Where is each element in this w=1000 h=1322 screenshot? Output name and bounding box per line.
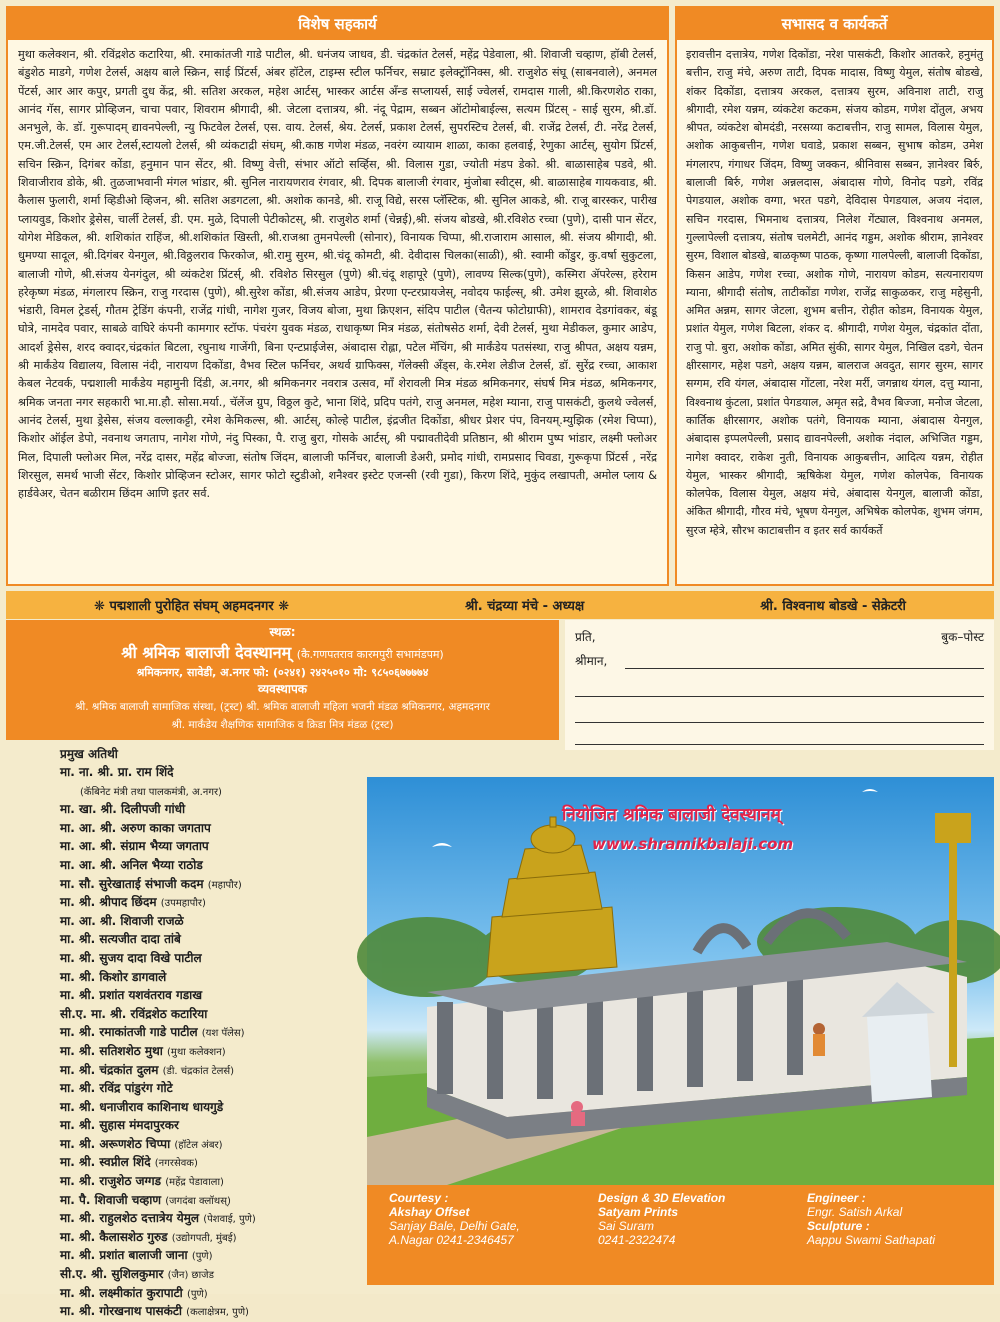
recipient-label: श्रीमान,	[575, 654, 608, 668]
chief-guests-list	[60, 745, 380, 1319]
guest-note: (उद्योगपती, मुंबई)	[171, 1232, 237, 1244]
guest-note: (नगरसेवक)	[154, 1158, 198, 1170]
guest-note: (पुणे)	[191, 1251, 213, 1263]
credit-line: Sai Suram	[598, 1219, 655, 1233]
guest-name: मा. श्री. सत्यजीत दादा तांबे	[60, 932, 181, 947]
credit-engineer	[785, 1185, 994, 1285]
sangham-label: ❋ पद्मशाली पुरोहित संघम् अहमदनगर ❋	[94, 599, 290, 614]
website-link[interactable]: www.shramikbalaji.com	[592, 835, 794, 853]
guest-name: मा. श्री. श्रीपाद छिंदम	[60, 895, 157, 910]
guest-row	[60, 1043, 380, 1062]
venue-name-text: श्री श्रमिक बालाजी देवस्थानम्	[121, 643, 292, 662]
guest-name: मा. आ. श्री. अरुण काका जगताप	[60, 820, 211, 835]
guest-name: मा. श्री. लक्ष्मीकांत कुरापाटी	[60, 1285, 183, 1300]
guest-row	[60, 1006, 380, 1025]
special-cooperation-title: विशेष सहकार्य	[8, 8, 667, 40]
guest-name: मा. आ. श्री. संग्राम भैय्या जगताप	[60, 839, 209, 854]
guest-row	[60, 838, 380, 857]
credit-heading: Sculpture :	[807, 1219, 870, 1233]
guest-note: (कॅबिनेट मंत्री तथा पालकमंत्री, अ.नगर)	[80, 786, 222, 798]
guest-name: मा. आ. श्री. अनिल भैय्या राठोड	[60, 857, 203, 872]
venue-address: श्रमिकनगर, सावेडी, अ.नगर फो: (०२४१) २४२५०१० मो: ९८५०६७७७७४	[136, 666, 429, 679]
members-section	[675, 6, 994, 586]
guest-name: मा. श्री. प्रशांत यशवंतराव गडाख	[60, 988, 203, 1003]
guest-note: (पुणे)	[186, 1288, 208, 1300]
guest-note: (पेशवाई, पुणे)	[203, 1214, 256, 1226]
guest-row	[60, 820, 380, 839]
guest-name: मा. श्री. धनाजीराव काशिनाथ धायगुडे	[60, 1099, 224, 1114]
guest-note: (महापौर)	[207, 879, 242, 891]
guest-name: मा. श्री. अरूणशेठ चिप्पा	[60, 1136, 171, 1151]
guest-name: मा. श्री. सुहास मंमदापुरकर	[60, 1118, 179, 1133]
guest-note: (उपमहापौर)	[160, 898, 206, 910]
secretary-label: श्री. विश्वनाथ बोडखे - सेक्रेटरी	[760, 599, 906, 614]
organizer-line-1: श्री. श्रमिक बालाजी सामाजिक संस्था, (ट्रस्ट) श्री. श्रमिक बालाजी महिला भजनी मंडळ श्रमिकनगर, अहमदनगर	[75, 701, 490, 713]
guest-row	[60, 876, 380, 895]
to-label: प्रति,	[575, 630, 596, 644]
guest-name: मा. श्री. रविंद्र पांडुरंग गोटे	[60, 1081, 173, 1096]
address-line	[625, 668, 984, 669]
guest-row	[60, 1303, 380, 1322]
venue-label: स्थळ:	[269, 625, 296, 639]
guest-row	[60, 1136, 380, 1155]
guest-name: सी.ए. मा. श्री. रविंद्रशेठ कटारिया	[60, 1006, 208, 1021]
temple-title: नियोजित श्रमिक बालाजी देवस्थानम्	[562, 805, 781, 825]
guest-row	[60, 1099, 380, 1118]
guest-name: मा. श्री. स्वप्नील शिंदे	[60, 1155, 151, 1170]
guest-row	[60, 987, 380, 1006]
temple-illustration	[367, 777, 994, 1185]
guest-row	[60, 783, 380, 802]
credit-design	[576, 1185, 785, 1285]
credit-name: Satyam Prints	[598, 1205, 679, 1219]
credit-line: A.Nagar 0241-2346457	[389, 1233, 514, 1247]
guest-name: मा. आ. श्री. शिवाजी राजळे	[60, 913, 184, 928]
credits-bar	[367, 1185, 994, 1285]
guest-row	[60, 1247, 380, 1266]
guest-name: मा. पै. शिवाजी चव्हाण	[60, 1192, 162, 1207]
guest-row	[60, 1192, 380, 1211]
guest-row	[60, 1080, 380, 1099]
credit-line: Sanjay Bale, Delhi Gate,	[389, 1219, 520, 1233]
credit-line: 0241-2322474	[598, 1233, 676, 1247]
guest-row	[60, 1285, 380, 1304]
credit-name: Akshay Offset	[389, 1205, 470, 1219]
address-line	[575, 696, 984, 697]
guest-row	[60, 1062, 380, 1081]
guest-row	[60, 1229, 380, 1248]
members-list: इरावत्तीन दत्तात्रेय, गणेश दिकोंडा, नरेश पासकंटी, किशोर आतकरे, हनुमंतु बत्तीन, राजु मंचे, अरुण ताटी, दिपक मादास, विष्णु येमुल, संतोष बोडखे, शंकर दिकोंडा, दत्तात्रय अरकल, दत्तात्रय सुरम, अविनाश ताटी, राजु श्रीगादी, रमेश यन्नम, व्यंकटेश कटकम, संजय कोडम, गणेश दोंतुल, अभय श्रीपत, व्यंकटेश बोमदंडी, नरसय्या कटाबत्तीन, राजु सामल, विलास येमुल, अशोक आकुबत्तीन, गणेश घवाडे, प्रकाश सब्बन, सुभाष कोडम, उमेश मंगलारप, गंगाधर जिंदम, विष्णु जक्कन, श्रीनिवास सब्बन, ज्ञानेश्वर बिर्रु, बालाजी बिर्रु, गणेश अन्नलदास, अंबादास गोणे, विनोद पडगे, रविंद्र पेगडयाल, अशोक वग्गा, भरत पडगे, देविदास पेगडयाल, अजय नंदाल, सचिन गरदास, भिमनाथ दत्तात्रय, निलेश गेंट्याल, विश्वनाथ अनमल, गुल्लापेल्ली दत्तात्रय, संतोष चलमेटी, आनंद गड्डम, अशोक श्रीराम, ज्ञानेश्वर सुरम, विशाल बोडखे, बाळकृष्ण पाठक, कृष्णा गालपेल्ली, बालाजी दिकोंडा, किसन आडेप, गणेश रच्चा, अशोक गोणे, नारायण कोडम, सत्यनारायण म्याना, श्रीगादी संतोष, ताटीकोंडा गणेश, राजेंद्र साकुळकर, राजु महेसुनी, अमित अन्नम, सागर जेटला, शुभम बत्तीन, रोहीत कोडम, विनायक येमुल, प्रशांत येमुल, गणेश बिटला, शंकर द. श्रीगादी, गणेश येमुल, चंद्रकांत दोंता, राजु पो. बुरा, अशोक कोंडा, अमित सुंकी, सागर येमुल, निखिल दडगे, चेतन क्षीरसागर, महेश पडगे, अक्षय यन्नम, बालराज अवदुत, सागर सुरम, सागर सग्गम, रवि यंगल, अंबादास गोंटला, नरेश मर्री, जगन्नाथ यंगल, दत्तु म्याना, विश्वनाथ कुंटला, प्रशांत पेगडयाल, अमृत सद्रे, वैभव बिज्जा, मनोज जेटला, कार्तिक क्षीरसागर, अशोक पतंगे, विनायक म्याना, अंबादास येनगुल, अंबादास इप्पलपेल्ली, प्रसाद द्यावनपेल्ली, अशोक नंदाल, अभिजित गड्डम, नागेश क्वादर, राकेश नुती, विनायक आकुबत्तीन, आदित्य यन्नम, रोहीत येमुल, भास्कर श्रीगादी, ऋषिकेश येमुल, गणेश कोलपेक, विनायक कोलपेक, विलास येमुल, अक्षय मंचे, अंबादास येनगुल, बालाजी कोंडा, अंकित श्रीगादी, गौरव मंचे, भूषण येनगुल, अभिषेक कोलपेक, शुभम जंगम, सुरज म्हेत्रे, सौरभ काटाबत्तीन व इतर सर्व कार्यकर्ते	[686, 48, 983, 537]
venue-block	[6, 620, 559, 740]
guest-row	[60, 1266, 380, 1285]
guest-name: मा. श्री. किशोर डागवाले	[60, 969, 167, 984]
guest-note: (जैन) छाजेड	[167, 1270, 214, 1282]
guest-row	[60, 1117, 380, 1136]
guest-note: (महेंद्र पेडावाला)	[165, 1177, 224, 1189]
guest-name: सी.ए. श्री. सुशिलकुमार	[60, 1267, 164, 1282]
organizer-line-2: श्री. मार्कंडेय शैक्षणिक सामाजिक व क्रिडा मित्र मंडळ (ट्रस्ट)	[171, 719, 394, 731]
guest-note: (मुथा कलेक्शन)	[167, 1046, 226, 1058]
special-cooperation-list: मुथा कलेक्शन, श्री. रविंद्रशेठ कटारिया, श्री. रमाकांतजी गाडे पाटील, श्री. धनंजय जाधव, डी. चंद्रकांत टेलर्स, महेंद्र पेडेवाला, श्री. शिवाजी चव्हाण, हॉबी टेलर्स, बंडुशेठ माडगे, गणेश टेलर्स, अक्षय बाले स्क्रिन, साई प्रिंटर्स, अंबर हॉटेल, टाइम्स स्टील फर्निचर, सम्राट इलेक्ट्रॉनिक्स, श्री. राजुशेठ संघू (साबनवाले), अनमल पेंटर्स, आर आर कपुर, प्रगती दुध केंद्र, श्री. सतिश अरकल, महेश आर्टस्, भास्कर आर्टस अँन्ड सप्लायर्स, साई ज्वेलर्स, रामदास गाली, श्री.किरणशेठ राका, आनंद गॅस, सागर प्रोव्हिजन, चाचा पवार, शिवराम श्रीगादी, श्री. जेटला दत्तात्रय, श्री. नंदू पेद्राम, सब्बन ऑटोमोबाईल्स, सत्यम प्रिंटस् - साई सुरम, श्री.डॉ. अनभुले, के. डॉ. गुरूपादम् द्यावनपेल्ली, न्यु फिटवेल टेलर्स, एस. वाय. टेलर्स, श्रेय. टेलर्स, प्रकाश टेलर्स, सुपरस्टिच टेलर्स, बी. राजेंद्र टेलर्स, टी. नरेंद्र टेलर्स, एम.जी.टेलर्स, एम आर टेलर्स,स्टायलो टेलर्स, श्री व्यंकटाद्री संघम्, श्री.काष्ठ गणेश मंडळ, नवरंग व्यायाम शाळा, काका हलवाई, रेणुका आर्टस्, सुयोग प्रिंटर्स, सचिन स्क्रिन, दिगंबर कोंडा, हनुमान पान सेंटर, श्री. विष्णु वेत्ती, संभार ऑटो सर्व्हिस, श्री. विलास गुडा, ज्योती मंडप डेको. श्री. बाळासाहेब पडवे, श्री. शिवाजीराव डोके, श्री. तुळजाभवानी मंगल भांडार, श्री. सुनिल नारायणराव रंगवार, श्री. दिपक बालाजी रंगवार, मुंजोबा स्वीट्स, श्री. बाळासाहेब गायकवाड, श्री. कैलास फुलारी, शर्मा व्हिडीओ व्हिजन, श्री. सतिश अडगटला, श्री. अशोक कानडे, श्री. राजू विद्ये, सरस प्लॅस्टिक, श्री. सुनिल आकडे, श्री. राजू बारस्कर, पारीख प्लायवुड, किशोर ड्रेसेस, चार्ली टेलर्स, डी. एम. मुळे, दिपाली पेटीकोटस्, श्री. राजुशेठ शर्मा (चेन्नई),श्री. संजय बोडखे, श्री.रविशेठ रच्चा (पुणे), दासी पान सेंटर, योगेश मेडिकल, श्री. शशिकांत राहिंज, श्री.शशिकांत खिस्ती, श्री.राजश्रा तुमनपेल्ली (सोनार), विनायक चिप्पा, श्री.राजाराम आसाल, श्री. संजय श्रीगादी, श्री. धुमण्या सादूल, श्री.दिगंबर येनगुल, श्री.विठ्ठलराव फिरकोज, श्री.रामु सुरम, श्री.चंदू कोमटी, श्री. देवीदास चिलका(साळी), श्री. स्वामी कोंडुर, कु.वर्षा सुकुटला, बालाजी गोणे, श्री.संजय येनगंदुल, श्री व्यंकटेश प्रिंटर्स्, श्री. रविशेठ सिरसुल (पुणे) श्री.चंदू शहापूरे (पुणे), लावण्य सिल्क(पुणे), कस्मिरा ॲपरेल्स, हरेराम हरेकृष्ण मंडळ, मंगलारप स्क्रिन, राजु गरदास (पुणे), श्री.सुरेश कोंडा, श्री.संजय आडेप, प्रेरणा एन्टरप्रायजेस्, नवोदय फाईल्स्, श्री. उमेश झुरळे, श्री. शिवाशेठ भंडारी, विमल ट्रेडर्स्, गौतम ट्रेडिंग कंपनी, राजेंद्र गांधी, नागेश गुजर, विजय बोजा, मुथा क्रिएशन, संदिप पाटील (चैतन्य फोटोग्राफी), शामराव देडगांवकर, बंडू घोत्रे, नामदेव पवार, साबळे वाघिरे कंपनी कामगार स्टॉफ. पंचरंग युवक मंडळ, राधाकृष्ण मित्र मंडळ, संतोषसेठ शर्मा, देवी टेलर्स, मुथा मेडीकल, कुमार आडेप, आदर्श ड्रेसेस, शरद क्वादर,चंद्रकांत बिटला, रघुनाथ गाजेंगी, बिना एन्टप्राईजेस, अंबादास रोह्ला, पटेल मॅचिंग, श्री मार्कंडेय पतसंस्था, राजु श्रीपत, अक्षय यन्नम, श्री मार्कंडेय विद्यालय, विलास नंदी, नारायण दिकोंडा, वैभव स्टिल फर्निचर, अथर्व ग्राफिक्स, गॅलेक्सी अँड्स, के.रमेश लेडीज टेलर्स, डॉ. सुरेंद्र रच्चा, आकाश केबल नेटवर्क, पद्मशाली मार्कंडेय महामुनी दिंडी, अ.नगर, श्री श्रमिकनगर नवरात्र उत्सव, माँ शेरावली मित्र मंडळ श्रमिकनगर, संघर्ष मित्र मंडळ, श्रमिकनगर, श्रमिक जनता नगर सहकारी भा.मा.हौ. सोसा.मर्या., चॅलेंज ग्रुप, विठ्ठल कुटे, भाना शिंदे, प्रदिप पतंगे, राजु अनमल, महेश म्याना, राजु पासकंटी, कुलथे ज्वेलर्स, आनंद टेलर्स, मुथा ड्रेसेस, संजय वल्लाकट्टी, रमेश केमिकल्स, श्री. आर्टस्, कोल्हे पाटील, इंद्रजीत दिकोंडा, श्रीधर प्रेशर पंप, विनयम्.म्युझिक (रमेश चिप्पा), किशोर ऑईल डेपो, नवनाथ जगताप, नागेश गोणे, नंदु पिस्का, पै. राजु बुरा, गोसके आर्टस्, श्री पद्मावतीदेवी प्रतिष्ठान, श्री श्रीराम पुष्प भांडार, लक्ष्मी फ्लोअर मिल, दिपाली फ्लोअर मिल, नरेंद्र दासर, महेंद्र बोज्जा, संतोष जिंदम, बालाजी फर्निचर, बालाजी डेअरी, प्रमोद गांधी, रामप्रसाद चिवडा, गुरूकृपा प्रिंटर्स , नरेंद्र शिरसुल, समर्थ भाजी सेंटर, किशोर प्रोव्हिजन स्टोअर, सागर फोटो स्टुडीओ, शनैश्वर इस्टेट एजन्सी (रवी गुडा), किरण शिंदे, मुकुंद लखापती, अमोल प्लाय & हार्डवेअर, चेतन बळीराम छिंदम आणि इतर सर्व.	[18, 48, 657, 501]
guest-row	[60, 1154, 380, 1173]
credit-courtesy	[367, 1185, 576, 1285]
guest-row	[60, 894, 380, 913]
guest-name: मा. खा. श्री. दिलीपजी गांधी	[60, 802, 186, 817]
guest-name: मा. श्री. चंद्रकांत दुलम	[60, 1062, 159, 1077]
guest-row	[60, 801, 380, 820]
organizer-label: व्यवस्थापक	[258, 682, 307, 696]
guest-row	[60, 857, 380, 876]
guest-name: मा. श्री. राहुलशेठ दत्तात्रेय येमुल	[60, 1211, 200, 1226]
special-cooperation-section	[6, 6, 669, 586]
venue-name	[6, 641, 559, 663]
guest-note: (जगदंबा क्लॉथस्)	[165, 1195, 231, 1207]
credit-line: Aappu Swami Sathapati	[807, 1233, 936, 1247]
officials-bar	[6, 591, 994, 619]
guest-name: मा. श्री. सुजय दादा विखे पाटील	[60, 950, 202, 965]
guest-row	[60, 764, 380, 783]
president-label: श्री. चंद्रय्या मंचे - अध्यक्ष	[465, 599, 585, 614]
credit-line: Engr. Satish Arkal	[807, 1205, 903, 1219]
guest-row	[60, 969, 380, 988]
guest-row	[60, 950, 380, 969]
guest-name: मा. श्री. प्रशांत बालाजी जाना	[60, 1248, 188, 1263]
guest-row	[60, 931, 380, 950]
credit-heading: Courtesy :	[389, 1191, 449, 1205]
address-line	[575, 744, 984, 745]
guest-name: मा. ना. श्री. प्रा. राम शिंदे	[60, 765, 174, 779]
guest-note: (हॉटेल अंबर)	[174, 1139, 223, 1151]
guest-note: (डी. चंद्रकांत टेलर्स)	[162, 1065, 235, 1077]
guest-row	[60, 1173, 380, 1192]
guest-row	[60, 913, 380, 932]
guest-note: (कलाक्षेत्रम, पुणे)	[186, 1307, 249, 1319]
postal-address-block	[565, 620, 994, 750]
guest-name: मा. सौ. सुरेखाताई संभाजी कदम	[60, 876, 204, 891]
guest-name: मा. श्री. कैलासशेठ गुरुड	[60, 1229, 168, 1244]
guest-name: मा. श्री. गोरखनाथ पासकंटी	[60, 1304, 182, 1319]
venue-name-note: (कै.गणपतराव कारमपुरी सभामंडपम)	[296, 648, 444, 661]
guest-name: मा. श्री. रमाकांतजी गाडे पाटील	[60, 1025, 198, 1040]
guest-row	[60, 1210, 380, 1229]
guest-row	[60, 1024, 380, 1043]
guest-note: (यश पॅलेस)	[201, 1028, 245, 1040]
address-line	[575, 722, 984, 723]
guest-name: मा. श्री. राजुशेठ जग्गड	[60, 1174, 162, 1189]
credit-heading: Engineer :	[807, 1191, 866, 1205]
members-title: सभासद व कार्यकर्ते	[677, 8, 992, 40]
guest-name: मा. श्री. सतिशशेठ मुथा	[60, 1043, 163, 1058]
chief-guests-heading: प्रमुख अतिथी	[60, 747, 118, 761]
book-post-label: बुक–पोस्ट	[941, 630, 984, 644]
credit-heading: Design & 3D Elevation	[598, 1191, 726, 1205]
